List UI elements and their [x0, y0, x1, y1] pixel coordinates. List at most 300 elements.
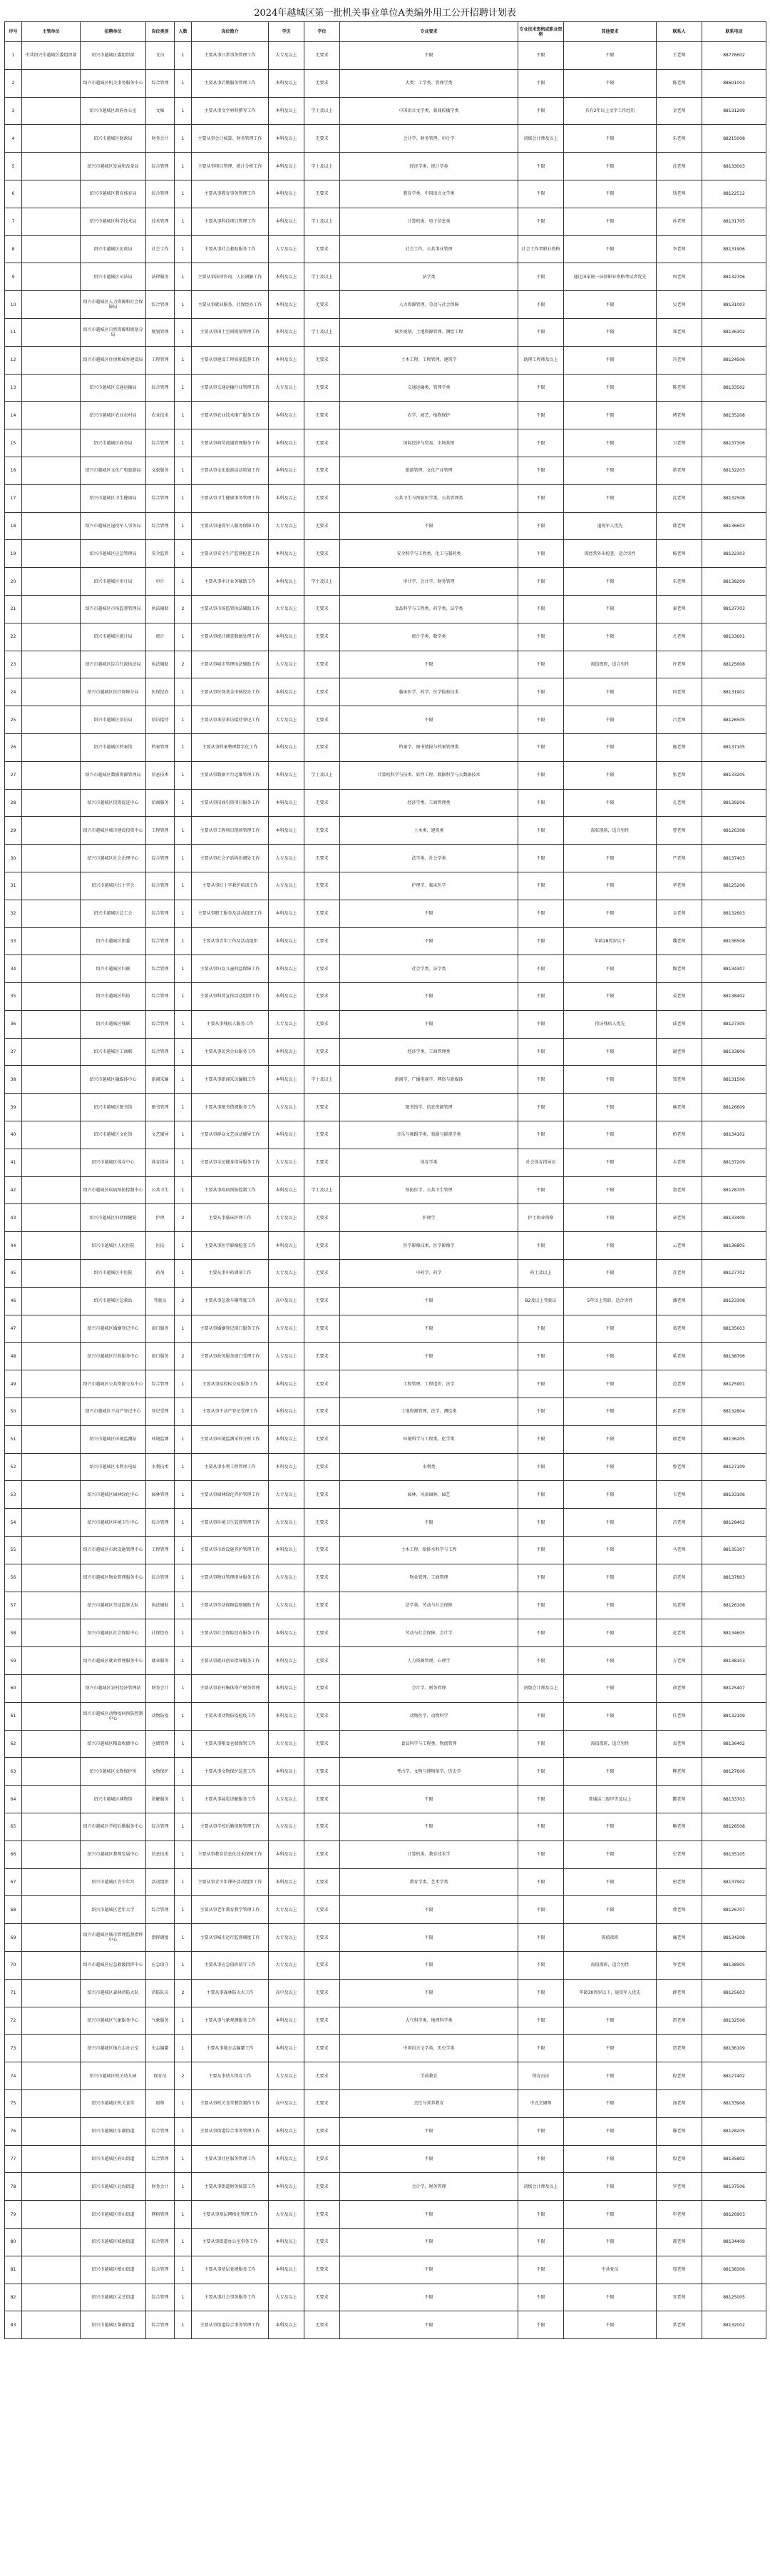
education-cell: 本科及以上: [269, 2035, 304, 2062]
job-category-cell: 财务会计: [146, 125, 175, 153]
education-cell: 本科及以上: [269, 761, 304, 789]
table-row: [5, 1398, 766, 1426]
headcount-cell: 1: [175, 2035, 192, 2062]
department-cell: [22, 1592, 81, 1619]
job-description-cell: 主要从事职工服务及活动组织工作: [192, 900, 269, 927]
table-row: [5, 1592, 766, 1619]
headcount-cell: 1: [175, 2256, 192, 2284]
job-description-cell: 主要从事街道综合事务管理工作: [192, 2117, 269, 2145]
job-category-cell: 社会工作: [146, 235, 175, 263]
major-requirement-cell: 大类：工学类、管理学类: [340, 69, 518, 97]
degree-cell: 无要求: [304, 2035, 340, 2062]
job-description-cell: 主要从事老年教育教学管理工作: [192, 1896, 269, 1924]
education-cell: 本科及以上: [269, 2117, 304, 2145]
table-row: [5, 2117, 766, 2145]
education-cell: 本科及以上: [269, 208, 304, 235]
certification-cell: 社会工作者职业资格: [518, 235, 564, 263]
other-requirement-cell: 年龄30周岁以下，退役军人优先: [564, 1979, 657, 2007]
education-cell: 本科及以上: [269, 1232, 304, 1260]
other-requirement-cell: 不限: [564, 318, 657, 346]
headcount-cell: 2: [175, 2062, 192, 2090]
certification-cell: 不限: [518, 789, 564, 817]
major-requirement-cell: 不限: [340, 927, 518, 955]
contact-person-cell: 杨老师: [657, 540, 702, 568]
headcount-cell: 1: [175, 1564, 192, 1592]
degree-cell: 学士及以上: [304, 263, 340, 291]
job-category-cell: 窗口服务: [146, 1315, 175, 1343]
unit-cell: 绍兴市越城区气象服务中心: [81, 2007, 146, 2035]
contact-person-cell: 酆老师: [657, 1786, 702, 1813]
education-cell: 本科及以上: [269, 1038, 304, 1066]
job-description-cell: 主要从事残疾人服务工作: [192, 1010, 269, 1038]
unit-cell: 绍兴市越城区青少年宫: [81, 1868, 146, 1896]
header-cell: 联系电话: [702, 22, 766, 42]
unit-cell: 绍兴市越城区总工会: [81, 900, 146, 927]
major-requirement-cell: 不限: [340, 651, 518, 678]
headcount-cell: 1: [175, 429, 192, 457]
contact-person-cell: 袁老师: [657, 1730, 702, 1758]
contact-person-cell: 唐老师: [657, 1868, 702, 1896]
other-requirement-cell: 需值夜班: [564, 1924, 657, 1952]
contact-phone-cell: 88132109: [702, 1702, 766, 1730]
job-description-cell: 主要从事环境监测采样分析工作: [192, 1425, 269, 1453]
table-row: [5, 900, 766, 927]
headcount-cell: 1: [175, 955, 192, 983]
unit-cell: 绍兴市越城区疾病预防控制中心: [81, 1176, 146, 1204]
degree-cell: 无要求: [304, 623, 340, 651]
education-cell: 大专及以上: [269, 1010, 304, 1038]
other-requirement-cell: 不限: [564, 1370, 657, 1398]
education-cell: 本科及以上: [269, 817, 304, 845]
department-cell: [22, 872, 81, 900]
department-cell: [22, 595, 81, 623]
job-description-cell: 主要从事森林防灭火工作: [192, 1979, 269, 2007]
degree-cell: 无要求: [304, 2228, 340, 2256]
row-number: 56: [5, 1564, 22, 1592]
major-requirement-cell: 不限: [340, 1896, 518, 1924]
unit-cell: 绍兴市越城区公共资源交易中心: [81, 1370, 146, 1398]
job-category-cell: 厨师: [146, 2089, 175, 2117]
job-description-cell: 主要从事法律咨询、人民调解工作: [192, 263, 269, 291]
table-row: [5, 927, 766, 955]
degree-cell: 无要求: [304, 180, 340, 208]
table-row: [5, 69, 766, 97]
unit-cell: 绍兴市越城区农村经济管理站: [81, 1675, 146, 1703]
table-row: [5, 2201, 766, 2229]
table-row: [5, 1813, 766, 1841]
certification-cell: 不限: [518, 1924, 564, 1952]
row-number: 18: [5, 512, 22, 540]
contact-phone-cell: 88126108: [702, 1592, 766, 1619]
header-cell: 学历: [269, 22, 304, 42]
degree-cell: 无要求: [304, 540, 340, 568]
contact-phone-cell: 88126308: [702, 817, 766, 845]
other-requirement-cell: 不限: [564, 1537, 657, 1564]
row-number: 61: [5, 1702, 22, 1730]
other-requirement-cell: 不限: [564, 125, 657, 153]
major-requirement-cell: 不限: [340, 1924, 518, 1952]
job-category-cell: 综合管理: [146, 512, 175, 540]
department-cell: [22, 789, 81, 817]
contact-person-cell: 孙老师: [657, 208, 702, 235]
education-cell: 大专及以上: [269, 1896, 304, 1924]
education-cell: 大专及以上: [269, 1924, 304, 1952]
contact-phone-cell: 88133703: [702, 1786, 766, 1813]
certification-cell: 不限: [518, 1066, 564, 1094]
contact-person-cell: 蒋老师: [657, 457, 702, 484]
other-requirement-cell: 不限: [564, 1232, 657, 1260]
degree-cell: 无要求: [304, 1481, 340, 1509]
contact-person-cell: 王老师: [657, 42, 702, 70]
contact-person-cell: 郝老师: [657, 2228, 702, 2256]
contact-phone-cell: 88137209: [702, 1149, 766, 1176]
department-cell: [22, 1038, 81, 1066]
education-cell: 本科及以上: [269, 1370, 304, 1398]
job-description-cell: 主要从事国土空间规划管理工作: [192, 318, 269, 346]
table-row: [5, 208, 766, 235]
contact-person-cell: 钱老师: [657, 180, 702, 208]
table-row: [5, 955, 766, 983]
degree-cell: 无要求: [304, 2256, 340, 2284]
table-row: [5, 457, 766, 484]
contact-phone-cell: 88134409: [702, 2228, 766, 2256]
job-category-cell: 综合管理: [146, 374, 175, 402]
certification-cell: 不限: [518, 1425, 564, 1453]
job-description-cell: 主要从事基层党建服务工作: [192, 2256, 269, 2284]
certification-cell: 不限: [518, 1121, 564, 1149]
degree-cell: 无要求: [304, 1564, 340, 1592]
degree-cell: 无要求: [304, 291, 340, 319]
other-requirement-cell: 不限: [564, 595, 657, 623]
job-description-cell: 主要从事城市管理执法辅助工作: [192, 651, 269, 678]
contact-phone-cell: 88136302: [702, 318, 766, 346]
other-requirement-cell: 不限: [564, 1343, 657, 1370]
department-cell: [22, 1702, 81, 1730]
other-requirement-cell: 不限: [564, 402, 657, 429]
contact-person-cell: 滕老师: [657, 2117, 702, 2145]
unit-cell: 绍兴市越城区农业农村局: [81, 402, 146, 429]
header-cell: 联系人: [657, 22, 702, 42]
other-requirement-cell: 不限: [564, 153, 657, 180]
department-cell: [22, 1204, 81, 1232]
other-requirement-cell: 不限: [564, 235, 657, 263]
job-category-cell: 药剂: [146, 1260, 175, 1288]
degree-cell: 无要求: [304, 1896, 340, 1924]
education-cell: 本科及以上: [269, 263, 304, 291]
headcount-cell: 1: [175, 402, 192, 429]
table-row: [5, 1509, 766, 1537]
job-category-cell: 工程管理: [146, 817, 175, 845]
contact-phone-cell: 88133106: [702, 1481, 766, 1509]
table-row: [5, 1176, 766, 1204]
education-cell: 大专及以上: [269, 1315, 304, 1343]
major-requirement-cell: 不限: [340, 2201, 518, 2229]
row-number: 33: [5, 927, 22, 955]
row-number: 71: [5, 1979, 22, 2007]
major-requirement-cell: 不限: [340, 1315, 518, 1343]
major-requirement-cell: 会计学、财务管理、审计学: [340, 125, 518, 153]
education-cell: 大专及以上: [269, 1343, 304, 1370]
row-number: 32: [5, 900, 22, 927]
major-requirement-cell: 食品科学与工程类、物流管理: [340, 1730, 518, 1758]
headcount-cell: 1: [175, 568, 192, 596]
row-number: 6: [5, 180, 22, 208]
job-category-cell: 执法辅助: [146, 595, 175, 623]
row-number: 62: [5, 1730, 22, 1758]
major-requirement-cell: 法学类、社会学类: [340, 845, 518, 872]
headcount-cell: 1: [175, 1896, 192, 1924]
job-description-cell: 主要从事劳动保障监察辅助工作: [192, 1592, 269, 1619]
row-number: 55: [5, 1537, 22, 1564]
degree-cell: 无要求: [304, 2062, 340, 2090]
department-cell: [22, 651, 81, 678]
department-cell: [22, 1813, 81, 1841]
education-cell: 本科及以上: [269, 153, 304, 180]
unit-cell: 绍兴市越城区文化广电旅游局: [81, 457, 146, 484]
degree-cell: 无要求: [304, 1287, 340, 1315]
major-requirement-cell: 不限: [340, 2228, 518, 2256]
degree-cell: 无要求: [304, 2007, 340, 2035]
table-row: [5, 1425, 766, 1453]
degree-cell: 无要求: [304, 1204, 340, 1232]
contact-person-cell: 姜老师: [657, 983, 702, 1011]
headcount-cell: 1: [175, 1121, 192, 1149]
job-category-cell: 窗口服务: [146, 1343, 175, 1370]
headcount-cell: 1: [175, 1315, 192, 1343]
job-description-cell: 主要从事就业创业指导服务工作: [192, 1647, 269, 1675]
table-row: [5, 374, 766, 402]
table-row: [5, 291, 766, 319]
unit-cell: 绍兴市越城区人力资源和社会保障局: [81, 291, 146, 319]
other-requirement-cell: 不限: [564, 1315, 657, 1343]
department-cell: [22, 817, 81, 845]
unit-cell: 绍兴市越城区商务局: [81, 429, 146, 457]
row-number: 20: [5, 568, 22, 596]
contact-person-cell: 尤老师: [657, 623, 702, 651]
unit-cell: 绍兴市越城区就业管理服务中心: [81, 1647, 146, 1675]
other-requirement-cell: 不限: [564, 1204, 657, 1232]
headcount-cell: 1: [175, 374, 192, 402]
contact-person-cell: 秦老师: [657, 595, 702, 623]
job-description-cell: 主要从事交通运输行业管理工作: [192, 374, 269, 402]
education-cell: 本科及以上: [269, 1066, 304, 1094]
certification-cell: 中式烹调师: [518, 2089, 564, 2117]
certification-cell: 不限: [518, 2228, 564, 2256]
degree-cell: 无要求: [304, 1592, 340, 1619]
job-category-cell: 综合管理: [146, 1370, 175, 1398]
job-description-cell: 主要从事粮食仓储保管工作: [192, 1730, 269, 1758]
table-row: [5, 1066, 766, 1094]
headcount-cell: 1: [175, 761, 192, 789]
contact-phone-cell: 88137506: [702, 2173, 766, 2201]
contact-person-cell: 云老师: [657, 1232, 702, 1260]
other-requirement-cell: 不限: [564, 374, 657, 402]
certification-cell: 不限: [518, 2284, 564, 2311]
certification-cell: 不限: [518, 1537, 564, 1564]
department-cell: [22, 208, 81, 235]
contact-person-cell: 孔老师: [657, 789, 702, 817]
headcount-cell: 1: [175, 69, 192, 97]
table-row: [5, 402, 766, 429]
major-requirement-cell: 不限: [340, 1979, 518, 2007]
department-cell: [22, 457, 81, 484]
unit-cell: 绍兴市越城区市政设施管理中心: [81, 1537, 146, 1564]
table-row: [5, 623, 766, 651]
job-description-cell: 主要从事市政设施养护管理工作: [192, 1537, 269, 1564]
headcount-cell: 2: [175, 1979, 192, 2007]
degree-cell: 学士及以上: [304, 1066, 340, 1094]
certification-cell: 不限: [518, 983, 564, 1011]
degree-cell: 无要求: [304, 69, 340, 97]
certification-cell: 护士执业资格: [518, 1204, 564, 1232]
row-number: 68: [5, 1896, 22, 1924]
contact-person-cell: 汤老师: [657, 2089, 702, 2117]
degree-cell: 无要求: [304, 1537, 340, 1564]
headcount-cell: 1: [175, 1537, 192, 1564]
headcount-cell: 1: [175, 733, 192, 761]
headcount-cell: 1: [175, 1398, 192, 1426]
headcount-cell: 1: [175, 484, 192, 512]
table-row: [5, 97, 766, 125]
degree-cell: 无要求: [304, 983, 340, 1011]
job-description-cell: 主要从事项目管理、统计分析工作: [192, 153, 269, 180]
table-row: [5, 2089, 766, 2117]
row-number: 41: [5, 1149, 22, 1176]
degree-cell: 无要求: [304, 1121, 340, 1149]
certification-cell: 初级会计师及以上: [518, 1675, 564, 1703]
degree-cell: 无要求: [304, 1453, 340, 1481]
major-requirement-cell: 工程管理、工程造价、法学: [340, 1370, 518, 1398]
other-requirement-cell: 不限: [564, 1758, 657, 1786]
major-requirement-cell: 护理学、临床医学: [340, 872, 518, 900]
major-requirement-cell: 土木工程、工程管理、建筑学: [340, 346, 518, 374]
job-category-cell: 技术管理: [146, 208, 175, 235]
unit-cell: 绍兴市越城区委组织部: [81, 42, 146, 70]
major-requirement-cell: 不限: [340, 2117, 518, 2145]
education-cell: 本科及以上: [269, 733, 304, 761]
row-number: 53: [5, 1481, 22, 1509]
department-cell: [22, 1343, 81, 1370]
table-row: [5, 1537, 766, 1564]
degree-cell: 学士及以上: [304, 568, 340, 596]
other-requirement-cell: 不限: [564, 955, 657, 983]
unit-cell: 绍兴市越城区城市管理监督指挥中心: [81, 1924, 146, 1952]
contact-person-cell: 严老师: [657, 845, 702, 872]
job-description-cell: 主要从事街道财务核算工作: [192, 2173, 269, 2201]
contact-phone-cell: 88776602: [702, 42, 766, 70]
contact-phone-cell: 88135208: [702, 402, 766, 429]
contact-phone-cell: 88134102: [702, 1121, 766, 1149]
major-requirement-cell: 食品科学与工程类、药学类、法学类: [340, 595, 518, 623]
degree-cell: 学士及以上: [304, 97, 340, 125]
job-category-cell: 执法辅助: [146, 1592, 175, 1619]
headcount-cell: 1: [175, 208, 192, 235]
degree-cell: 无要求: [304, 1675, 340, 1703]
row-number: 66: [5, 1841, 22, 1868]
major-requirement-cell: 城乡规划、土地资源管理、测绘工程: [340, 318, 518, 346]
contact-person-cell: 潘老师: [657, 1287, 702, 1315]
headcount-cell: 1: [175, 2145, 192, 2173]
major-requirement-cell: 法学类: [340, 263, 518, 291]
unit-cell: 绍兴市越城区物业管理服务中心: [81, 1564, 146, 1592]
major-requirement-cell: 学前教育: [340, 2062, 518, 2090]
row-number: 58: [5, 1619, 22, 1647]
major-requirement-cell: 体育学类: [340, 1149, 518, 1176]
table-row: [5, 1094, 766, 1121]
row-number: 43: [5, 1204, 22, 1232]
contact-person-cell: 柳老师: [657, 1758, 702, 1786]
department-cell: [22, 1619, 81, 1647]
contact-person-cell: 褚老师: [657, 402, 702, 429]
degree-cell: 无要求: [304, 2117, 340, 2145]
job-category-cell: 审计: [146, 568, 175, 596]
certification-cell: 不限: [518, 1481, 564, 1509]
department-cell: [22, 263, 81, 291]
certification-cell: 不限: [518, 291, 564, 319]
contact-person-cell: 韩老师: [657, 512, 702, 540]
headcount-cell: 1: [175, 706, 192, 734]
contact-person-cell: 沈老师: [657, 484, 702, 512]
department-cell: [22, 623, 81, 651]
job-category-cell: 公共卫生: [146, 1176, 175, 1204]
job-category-cell: 文秘: [146, 97, 175, 125]
education-cell: 本科及以上: [269, 1453, 304, 1481]
unit-cell: 绍兴市越城区社会保险中心: [81, 1619, 146, 1647]
job-description-cell: 主要从事教育事务管理工作: [192, 180, 269, 208]
degree-cell: 无要求: [304, 706, 340, 734]
headcount-cell: 1: [175, 1094, 192, 1121]
education-cell: 本科及以上: [269, 457, 304, 484]
major-requirement-cell: 国际经济与贸易、市场营销: [340, 429, 518, 457]
other-requirement-cell: 不限: [564, 1841, 657, 1868]
certification-cell: 不限: [518, 2035, 564, 2062]
job-category-cell: 园林管理: [146, 1481, 175, 1509]
certification-cell: 不限: [518, 1038, 564, 1066]
header-cell: 岗位简介: [192, 22, 269, 42]
department-cell: [22, 2228, 81, 2256]
job-description-cell: 主要从事文化旅游活动策划工作: [192, 457, 269, 484]
education-cell: 本科及以上: [269, 125, 304, 153]
contact-phone-cell: 88136402: [702, 1730, 766, 1758]
department-cell: [22, 2007, 81, 2035]
education-cell: 本科及以上: [269, 1176, 304, 1204]
major-requirement-cell: 图书馆学、信息资源管理: [340, 1094, 518, 1121]
contact-phone-cell: 88138706: [702, 1343, 766, 1370]
table-row: [5, 678, 766, 706]
other-requirement-cell: 不限: [564, 1038, 657, 1066]
major-requirement-cell: 劳动与社会保障、会计学: [340, 1619, 518, 1647]
certification-cell: 保育员证: [518, 2062, 564, 2090]
headcount-cell: 1: [175, 2089, 192, 2117]
table-row: [5, 1453, 766, 1481]
unit-cell: 绍兴市越城区财政局: [81, 125, 146, 153]
contact-person-cell: 安老师: [657, 2284, 702, 2311]
unit-cell: 绍兴市越城区城市建设投资中心: [81, 817, 146, 845]
other-requirement-cell: 不限: [564, 706, 657, 734]
certification-cell: 不限: [518, 2256, 564, 2284]
contact-phone-cell: 88131902: [702, 678, 766, 706]
certification-cell: 不限: [518, 900, 564, 927]
degree-cell: 无要求: [304, 1260, 340, 1288]
headcount-cell: 1: [175, 125, 192, 153]
degree-cell: 无要求: [304, 1232, 340, 1260]
contact-phone-cell: 88124506: [702, 346, 766, 374]
job-description-cell: 主要从事退役军人服务保障工作: [192, 512, 269, 540]
contact-person-cell: 苗老师: [657, 1564, 702, 1592]
headcount-cell: 1: [175, 291, 192, 319]
contact-phone-cell: 88132002: [702, 2311, 766, 2339]
contact-phone-cell: 88135603: [702, 1315, 766, 1343]
